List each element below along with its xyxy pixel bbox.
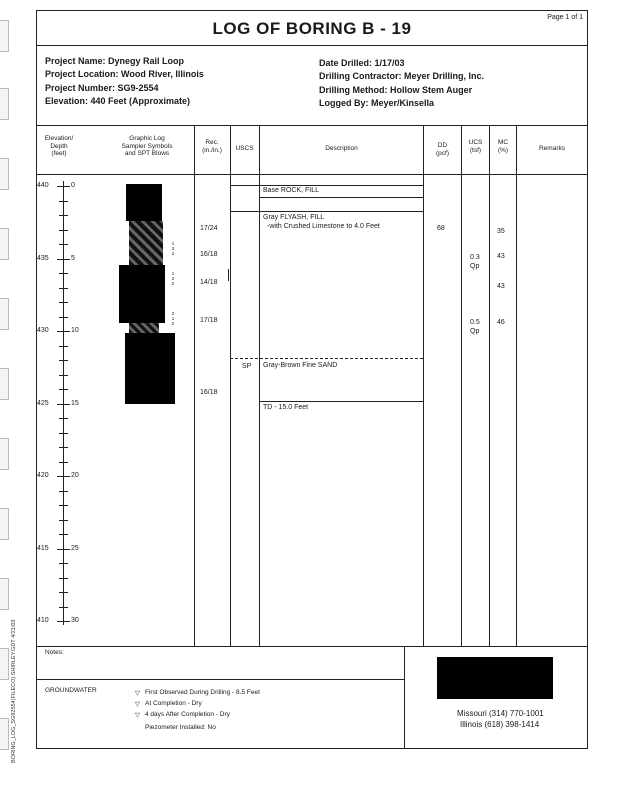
depth-minor-tick bbox=[59, 578, 68, 579]
depth-label: 30 bbox=[71, 617, 79, 624]
depth-label: 10 bbox=[71, 327, 79, 334]
mc-value: 43 bbox=[497, 253, 505, 260]
column-header-ucs: UCS (tsf) bbox=[468, 139, 483, 154]
uscs-code: SP bbox=[242, 363, 252, 370]
depth-major-tick bbox=[57, 186, 70, 187]
elevation-label: 425 bbox=[37, 399, 49, 407]
divider bbox=[37, 679, 404, 680]
depth-label: 5 bbox=[71, 254, 75, 262]
ucs-value: 0.3 bbox=[470, 254, 480, 261]
contact-illinois: Illinois (618) 398-1414 bbox=[460, 720, 540, 729]
column-rule bbox=[423, 125, 424, 646]
depth-label: 25 bbox=[71, 544, 79, 552]
depth-minor-tick bbox=[59, 389, 68, 390]
company-logo-redacted bbox=[437, 657, 553, 699]
page-number: Page 1 of 1 bbox=[547, 14, 583, 21]
depth-minor-tick bbox=[59, 273, 68, 274]
ucs-qualifier: Qp bbox=[470, 328, 480, 335]
depth-minor-tick bbox=[59, 592, 68, 593]
depth-major-tick bbox=[57, 404, 70, 405]
depth-minor-tick bbox=[59, 288, 68, 289]
logged-by: Logged By: Meyer/Kinsella bbox=[319, 97, 435, 108]
description-total-depth: TD - 15.0 Feet bbox=[263, 404, 309, 411]
recovery-value: 16/18 bbox=[200, 389, 218, 396]
depth-label: 0 bbox=[71, 182, 75, 189]
spt-blows: 2 1 2 bbox=[171, 311, 175, 326]
groundwater-first: First Observed During Drilling - 8.5 Feet bbox=[145, 689, 260, 696]
depth-minor-tick bbox=[59, 230, 68, 231]
recovery-value: 17/24 bbox=[200, 225, 218, 232]
column-header-description: Description bbox=[325, 145, 358, 152]
groundwater-4days: 4 days After Completion - Dry bbox=[145, 711, 230, 718]
file-path-margin-text: BORING_LOG_SG92554(FILECO) SHIRLEY.GDT 4/21/03 bbox=[11, 619, 17, 763]
depth-minor-tick bbox=[59, 418, 68, 419]
divider bbox=[37, 646, 587, 647]
binder-hole bbox=[0, 438, 9, 470]
recovery-value: 16/18 bbox=[200, 251, 218, 258]
depth-minor-tick bbox=[59, 505, 68, 506]
stratum-boundary bbox=[259, 197, 423, 198]
depth-major-tick bbox=[57, 259, 70, 260]
water-symbol-icon: ▽ bbox=[135, 701, 140, 708]
contact-missouri: Missouri (314) 770-1001 bbox=[457, 709, 544, 718]
divider bbox=[37, 125, 587, 126]
description-flyash-detail: -with Crushed Limestone to 4.0 Feet bbox=[267, 223, 380, 230]
water-symbol-icon: ▽ bbox=[135, 690, 140, 697]
date-drilled: Date Drilled: 1/17/03 bbox=[319, 58, 405, 68]
graphic-log-hatch bbox=[129, 221, 163, 265]
mc-value: 43 bbox=[497, 283, 505, 290]
binder-hole bbox=[0, 368, 9, 400]
water-symbol-icon: ▽ bbox=[135, 712, 140, 719]
binder-hole bbox=[0, 20, 9, 52]
elevation-label: 410 bbox=[37, 617, 49, 624]
depth-minor-tick bbox=[59, 563, 68, 564]
depth-major-tick bbox=[57, 476, 70, 477]
project-number: Project Number: SG9-2554 bbox=[45, 82, 159, 93]
column-header-depth: Elevation/ Depth (feet) bbox=[44, 135, 74, 157]
depth-minor-tick bbox=[59, 317, 68, 318]
depth-minor-tick bbox=[59, 244, 68, 245]
stratum-boundary bbox=[230, 185, 423, 186]
depth-minor-tick bbox=[59, 491, 68, 492]
boring-log-sheet bbox=[36, 10, 588, 749]
binder-hole bbox=[0, 578, 9, 610]
column-header-mc: MC (%) bbox=[497, 139, 509, 154]
binder-hole bbox=[0, 88, 9, 120]
depth-minor-tick bbox=[59, 462, 68, 463]
recovery-value: 14/18 bbox=[200, 279, 218, 286]
binder-hole bbox=[0, 228, 9, 260]
stratum-boundary bbox=[230, 211, 423, 212]
groundwater-label: GROUNDWATER bbox=[45, 687, 97, 694]
drilling-method: Drilling Method: Hollow Stem Auger bbox=[319, 84, 473, 95]
page-title: LOG OF BORING B - 19 bbox=[212, 19, 412, 38]
groundwater-completion: At Completion - Dry bbox=[145, 700, 202, 707]
depth-minor-tick bbox=[59, 360, 68, 361]
depth-minor-tick bbox=[59, 201, 68, 202]
depth-minor-tick bbox=[59, 520, 68, 521]
depth-major-tick bbox=[57, 549, 70, 550]
graphic-log-hatch bbox=[129, 323, 159, 333]
ucs-qualifier: Qp bbox=[470, 263, 480, 270]
divider bbox=[404, 646, 405, 748]
depth-minor-tick bbox=[59, 433, 68, 434]
depth-label: 15 bbox=[71, 399, 79, 407]
project-info bbox=[45, 55, 204, 108]
piezometer-note: Piezometer Installed: No bbox=[145, 724, 216, 731]
column-rule bbox=[194, 125, 195, 646]
spt-blows: 1 2 2 bbox=[171, 271, 175, 286]
binder-hole bbox=[0, 718, 9, 750]
elevation-label: 440 bbox=[37, 182, 49, 189]
binder-hole bbox=[0, 648, 9, 680]
column-rule bbox=[489, 125, 490, 646]
project-location: Project Location: Wood River, Illinois bbox=[45, 69, 204, 80]
column-rule bbox=[516, 125, 517, 646]
depth-minor-tick bbox=[59, 215, 68, 216]
description-sand: Gray-Brown Fine SAND bbox=[263, 362, 338, 369]
notes-label: Notes: bbox=[45, 649, 64, 656]
spt-blows: 1 3 2 bbox=[171, 241, 175, 256]
column-rule bbox=[230, 125, 231, 646]
recovery-value: 17/18 bbox=[200, 317, 218, 324]
water-level-mark bbox=[228, 269, 229, 281]
depth-minor-tick bbox=[59, 447, 68, 448]
elevation-label: 435 bbox=[37, 254, 49, 262]
column-header-remarks: Remarks bbox=[538, 145, 565, 152]
stratum-boundary bbox=[259, 401, 423, 402]
divider bbox=[37, 45, 587, 46]
column-rule bbox=[259, 125, 260, 646]
project-name: Project Name: Dynegy Rail Loop bbox=[45, 56, 185, 66]
elevation-label: 415 bbox=[37, 544, 49, 552]
elevation-label: 430 bbox=[37, 327, 49, 334]
graphic-log-redacted bbox=[126, 184, 162, 221]
ucs-value: 0.5 bbox=[470, 319, 480, 326]
description-flyash: Gray FLYASH, FILL bbox=[263, 214, 325, 221]
binder-hole bbox=[0, 508, 9, 540]
depth-minor-tick bbox=[59, 375, 68, 376]
depth-minor-tick bbox=[59, 534, 68, 535]
divider bbox=[37, 174, 587, 175]
column-header-rec: Rec. (in./in.) bbox=[202, 139, 222, 154]
graphic-log-redacted bbox=[119, 265, 165, 323]
dd-value: 68 bbox=[437, 225, 445, 232]
drilling-info bbox=[319, 57, 484, 110]
mc-value: 46 bbox=[497, 319, 505, 326]
column-rule bbox=[461, 125, 462, 646]
binder-hole bbox=[0, 298, 9, 330]
graphic-log-redacted bbox=[125, 333, 175, 404]
column-header-dd: DD (pcf) bbox=[436, 142, 449, 157]
column-header-uscs: USCS bbox=[235, 145, 254, 152]
depth-label: 20 bbox=[71, 472, 79, 479]
drilling-contractor: Drilling Contractor: Meyer Drilling, Inc. bbox=[319, 71, 485, 82]
depth-major-tick bbox=[57, 331, 70, 332]
description-base-rock: Base ROCK, FILL bbox=[263, 187, 320, 194]
column-header-graphic: Graphic Log Sampler Symbols and SPT Blows bbox=[121, 135, 173, 157]
depth-major-tick bbox=[57, 621, 70, 622]
binder-hole bbox=[0, 158, 9, 190]
depth-minor-tick bbox=[59, 302, 68, 303]
elevation-label: 420 bbox=[37, 472, 49, 479]
depth-minor-tick bbox=[59, 607, 68, 608]
depth-minor-tick bbox=[59, 346, 68, 347]
mc-value: 35 bbox=[497, 228, 505, 235]
project-elevation: Elevation: 440 Feet (Approximate) bbox=[45, 95, 191, 106]
stratum-boundary-dashed bbox=[230, 358, 423, 359]
